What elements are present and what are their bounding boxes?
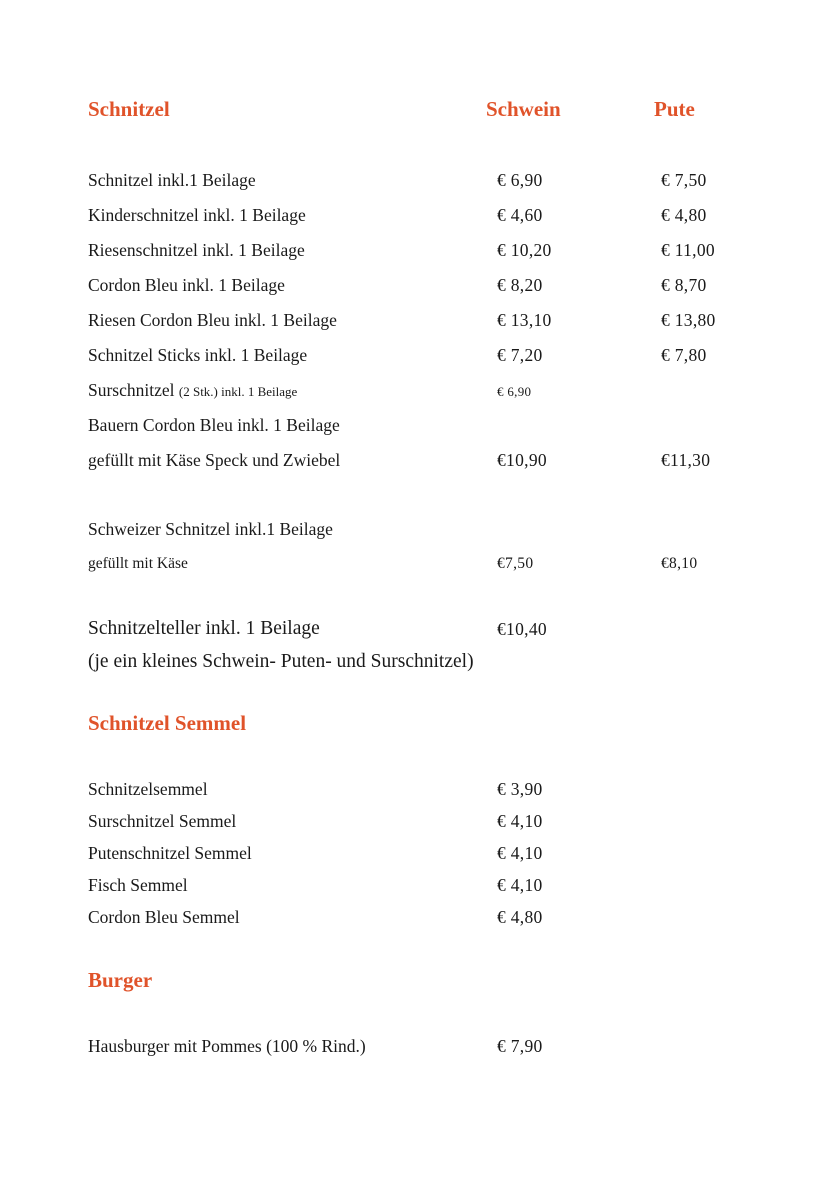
- price-schwein: € 10,20: [497, 240, 552, 260]
- menu-item-name: Schnitzel inkl.1 Beilage: [88, 170, 256, 190]
- menu-item-name: Putenschnitzel Semmel: [88, 843, 252, 863]
- price-schwein: € 6,90: [497, 170, 543, 190]
- menu-item-name: Bauern Cordon Bleu inkl. 1 Beilage: [88, 415, 340, 435]
- price: € 3,90: [497, 779, 543, 799]
- price: € 4,80: [497, 907, 543, 927]
- menu-item-description: gefüllt mit Käse Speck und Zwiebel: [88, 450, 341, 470]
- price-schwein: € 7,20: [497, 345, 543, 365]
- price-pute: €8,10: [661, 555, 698, 572]
- price-schwein: € 8,20: [497, 275, 543, 295]
- price-pute: € 13,80: [661, 310, 716, 330]
- price-pute: € 8,70: [661, 275, 707, 295]
- price-schwein: €10,90: [497, 450, 547, 470]
- menu-item-name: Cordon Bleu inkl. 1 Beilage: [88, 275, 285, 295]
- column-header-pute: Pute: [654, 97, 695, 121]
- section-heading-semmel: Schnitzel Semmel: [88, 711, 247, 735]
- price-pute: € 4,80: [661, 205, 707, 225]
- price-pute: € 7,50: [661, 170, 707, 190]
- section-heading-schnitzel: Schnitzel: [88, 97, 170, 121]
- menu-item-name: Hausburger mit Pommes (100 % Rind.): [88, 1036, 366, 1056]
- price: € 7,90: [497, 1036, 543, 1056]
- price-pute: € 11,00: [661, 240, 715, 260]
- price-schwein: €7,50: [497, 555, 534, 572]
- menu-item-name-surschnitzel: [88, 382, 297, 400]
- menu-item-name: Cordon Bleu Semmel: [88, 907, 240, 927]
- menu-item-name: Schnitzelsemmel: [88, 779, 208, 799]
- menu-item-name: Fisch Semmel: [88, 875, 188, 895]
- menu-item-name: Surschnitzel Semmel: [88, 811, 237, 831]
- price-teller: €10,40: [497, 619, 547, 639]
- price-pute: € 7,80: [661, 345, 707, 365]
- menu-item-name: Riesen Cordon Bleu inkl. 1 Beilage: [88, 310, 337, 330]
- price: € 4,10: [497, 875, 543, 895]
- section-heading-burger: Burger: [88, 968, 153, 992]
- price-schwein: € 6,90: [497, 384, 532, 399]
- price-schwein: € 4,60: [497, 205, 543, 225]
- menu-item-name: Schnitzelteller inkl. 1 Beilage: [88, 618, 320, 639]
- price: € 4,10: [497, 843, 543, 863]
- menu-item-name-detail: (2 Stk.) inkl. 1 Beilage: [178, 384, 298, 399]
- menu-item-name: Riesenschnitzel inkl. 1 Beilage: [88, 240, 305, 260]
- column-header-schwein: Schwein: [486, 97, 561, 121]
- menu-item-name: Kinderschnitzel inkl. 1 Beilage: [88, 205, 306, 225]
- menu-item-name-main: Surschnitzel: [88, 380, 179, 400]
- menu-item-name: Schweizer Schnitzel inkl.1 Beilage: [88, 519, 333, 539]
- price-pute: €11,30: [661, 450, 711, 470]
- menu-item-name: Schnitzel Sticks inkl. 1 Beilage: [88, 345, 308, 365]
- menu-item-description: (je ein kleines Schwein- Puten- und Surschnitzel): [88, 651, 474, 672]
- menu-item-description: gefüllt mit Käse: [88, 555, 188, 572]
- price: € 4,10: [497, 811, 543, 831]
- price-schwein: € 13,10: [497, 310, 552, 330]
